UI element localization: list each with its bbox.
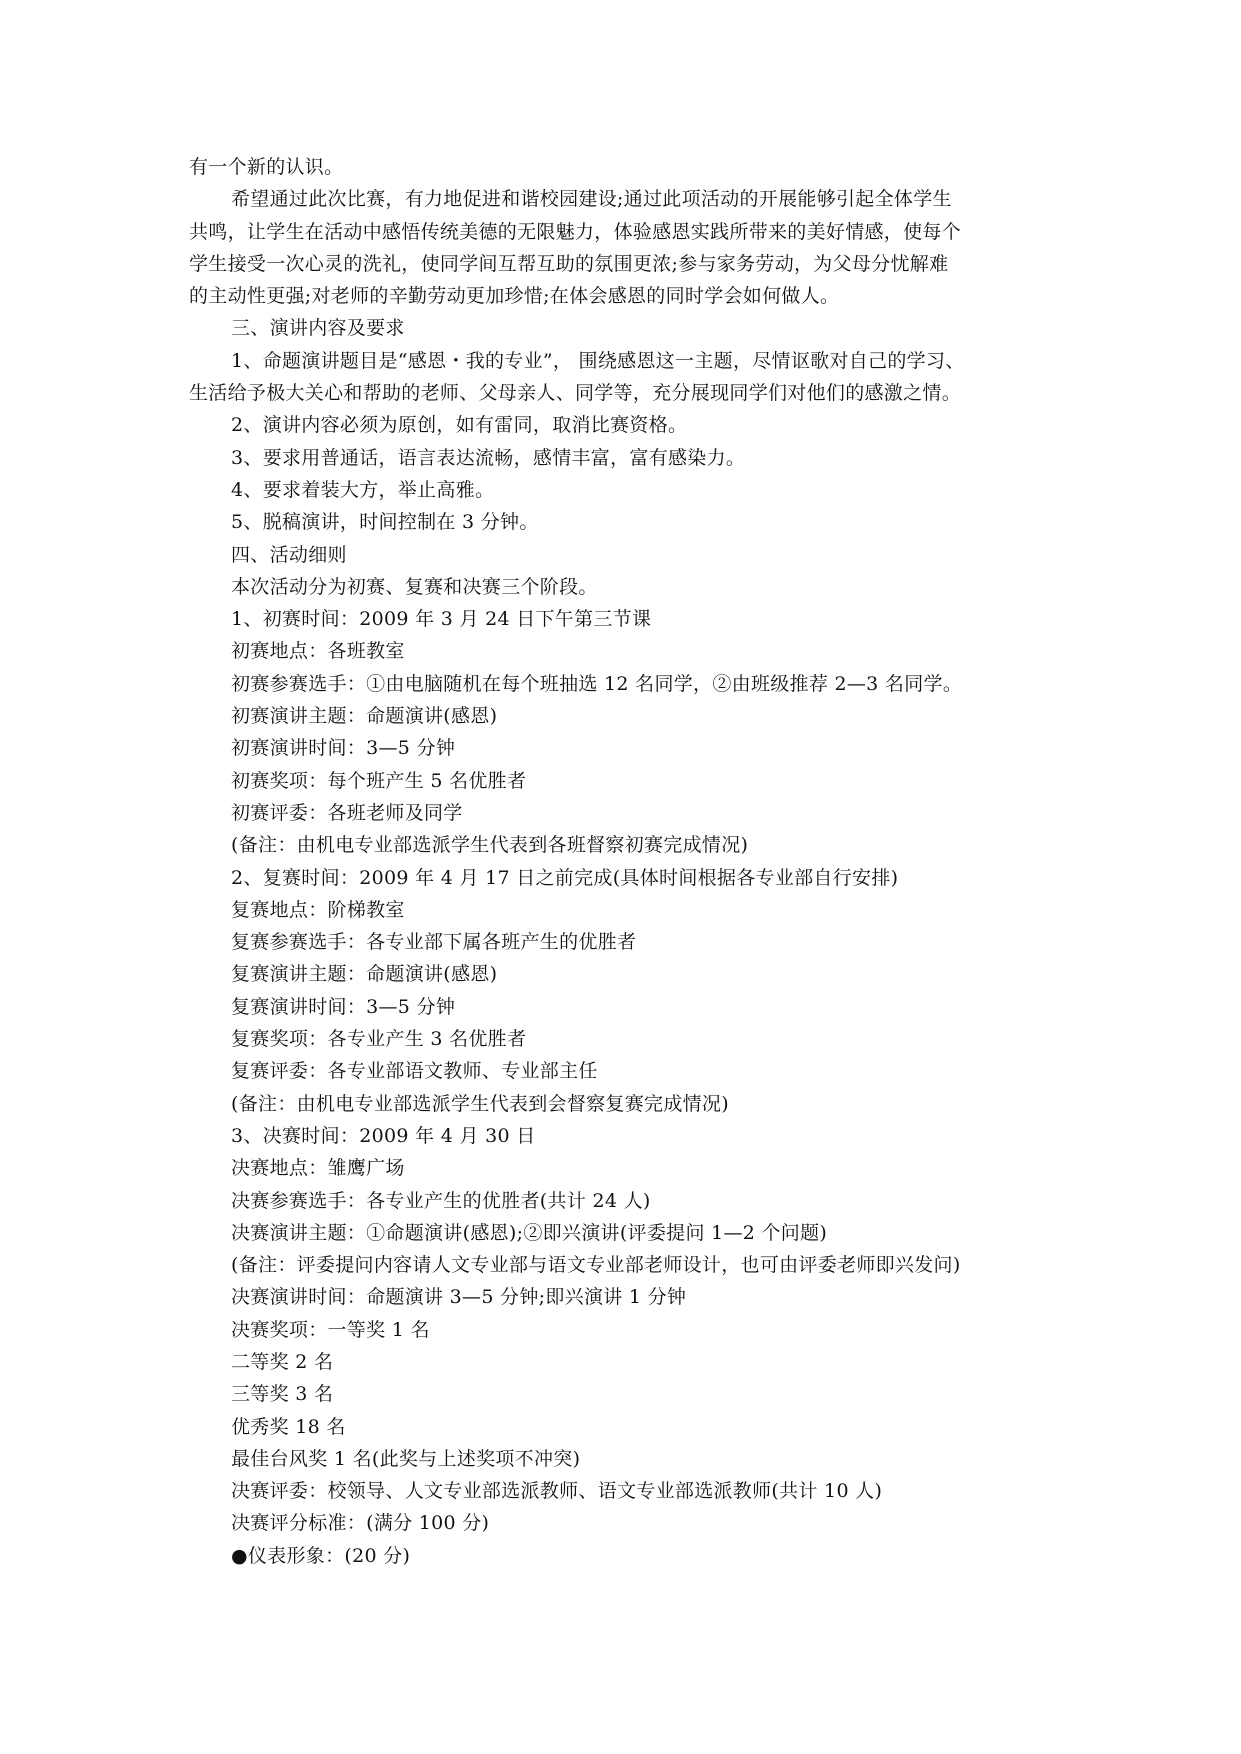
text-line: 5、脱稿演讲，时间控制在 3 分钟。	[231, 511, 539, 534]
text-line: 复赛演讲主题：命题演讲(感恩)	[231, 963, 498, 986]
text-line: (备注：由机电专业部选派学生代表到会督察复赛完成情况)	[231, 1092, 729, 1115]
text-line: 决赛演讲主题：①命题演讲(感恩);②即兴演讲(评委提问 1—2 个问题)	[231, 1221, 828, 1244]
text-line: 复赛地点：阶梯教室	[231, 898, 405, 921]
text-line: 初赛奖项：每个班产生 5 名优胜者	[231, 769, 527, 792]
text-line: 1、初赛时间：2009 年 3 月 24 日下午第三节课	[231, 608, 652, 631]
text-line: 决赛评委：校领导、人文专业部选派教师、语文专业部选派教师(共计 10 人)	[231, 1480, 883, 1503]
text-line: 二等奖 2 名	[231, 1350, 334, 1373]
text-line: 最佳台风奖 1 名(此奖与上述奖项不冲突)	[231, 1447, 581, 1470]
text-line: 1、命题演讲题目是“感恩・我的专业”， 围绕感恩这一主题，尽情讴歌对自己的学习、	[231, 349, 965, 372]
text-line: 决赛奖项：一等奖 1 名	[231, 1318, 430, 1341]
text-line: 三等奖 3 名	[231, 1383, 334, 1406]
text-line: ●仪表形象：(20 分)	[231, 1544, 411, 1567]
text-line: (备注：评委提问内容请人文专业部与语文专业部老师设计，也可由评委老师即兴发问)	[231, 1254, 961, 1277]
text-line: 复赛奖项：各专业产生 3 名优胜者	[231, 1028, 527, 1051]
text-line: 2、演讲内容必须为原创，如有雷同，取消比赛资格。	[231, 414, 688, 437]
text-line: 的主动性更强;对老师的辛勤劳动更加珍惜;在体会感恩的同时学会如何做人。	[189, 285, 840, 308]
text-line: (备注：由机电专业部选派学生代表到各班督察初赛完成情况)	[231, 834, 749, 857]
text-line: 决赛地点：雏鹰广场	[231, 1157, 405, 1180]
text-line: 初赛演讲时间：3—5 分钟	[231, 737, 456, 760]
text-line: 三、演讲内容及要求	[231, 317, 405, 340]
text-line: 本次活动分为初赛、复赛和决赛三个阶段。	[231, 575, 598, 598]
text-line: 有一个新的认识。	[189, 156, 344, 178]
text-line: 复赛演讲时间：3—5 分钟	[231, 995, 456, 1018]
text-line: 生活给予极大关心和帮助的老师、父母亲人、同学等，充分展现同学们对他们的感激之情。	[189, 382, 962, 405]
text-line: 初赛演讲主题：命题演讲(感恩)	[231, 705, 498, 728]
text-line: 初赛评委：各班老师及同学	[231, 801, 463, 824]
text-line: 复赛参赛选手：各专业部下属各班产生的优胜者	[231, 931, 637, 954]
text-line: 优秀奖 18 名	[231, 1415, 346, 1438]
text-line: 2、复赛时间：2009 年 4 月 17 日之前完成(具体时间根据各专业部自行安排)	[231, 866, 899, 889]
text-line: 3、决赛时间：2009 年 4 月 30 日	[231, 1124, 536, 1147]
text-line: 初赛地点：各班教室	[231, 640, 405, 663]
text-line: 决赛评分标准：(满分 100 分)	[231, 1512, 490, 1535]
text-line: 决赛演讲时间：命题演讲 3—5 分钟;即兴演讲 1 分钟	[231, 1286, 687, 1309]
text-line: 希望通过此次比赛，有力地促进和谐校园建设;通过此项活动的开展能够引起全体学生	[231, 188, 952, 211]
text-line: 4、要求着装大方，举止高雅。	[231, 478, 495, 501]
text-line: 四、活动细则	[231, 543, 347, 566]
text-line: 共鸣，让学生在活动中感悟传统美德的无限魅力，体验感恩实践所带来的美好情感，使每个	[189, 220, 962, 243]
text-line: 决赛参赛选手：各专业产生的优胜者(共计 24 人)	[231, 1189, 651, 1212]
text-line: 复赛评委：各专业部语文教师、专业部主任	[231, 1060, 598, 1083]
text-line: 初赛参赛选手：①由电脑随机在每个班抽选 12 名同学，②由班级推荐 2—3 名同学。	[231, 672, 963, 695]
text-line: 3、要求用普通话，语言表达流畅，感情丰富，富有感染力。	[231, 446, 746, 469]
text-line: 学生接受一次心灵的洗礼，使同学间互帮互助的氛围更浓;参与家务劳动，为父母分忧解难	[189, 252, 949, 275]
document-body	[189, 151, 1054, 1572]
